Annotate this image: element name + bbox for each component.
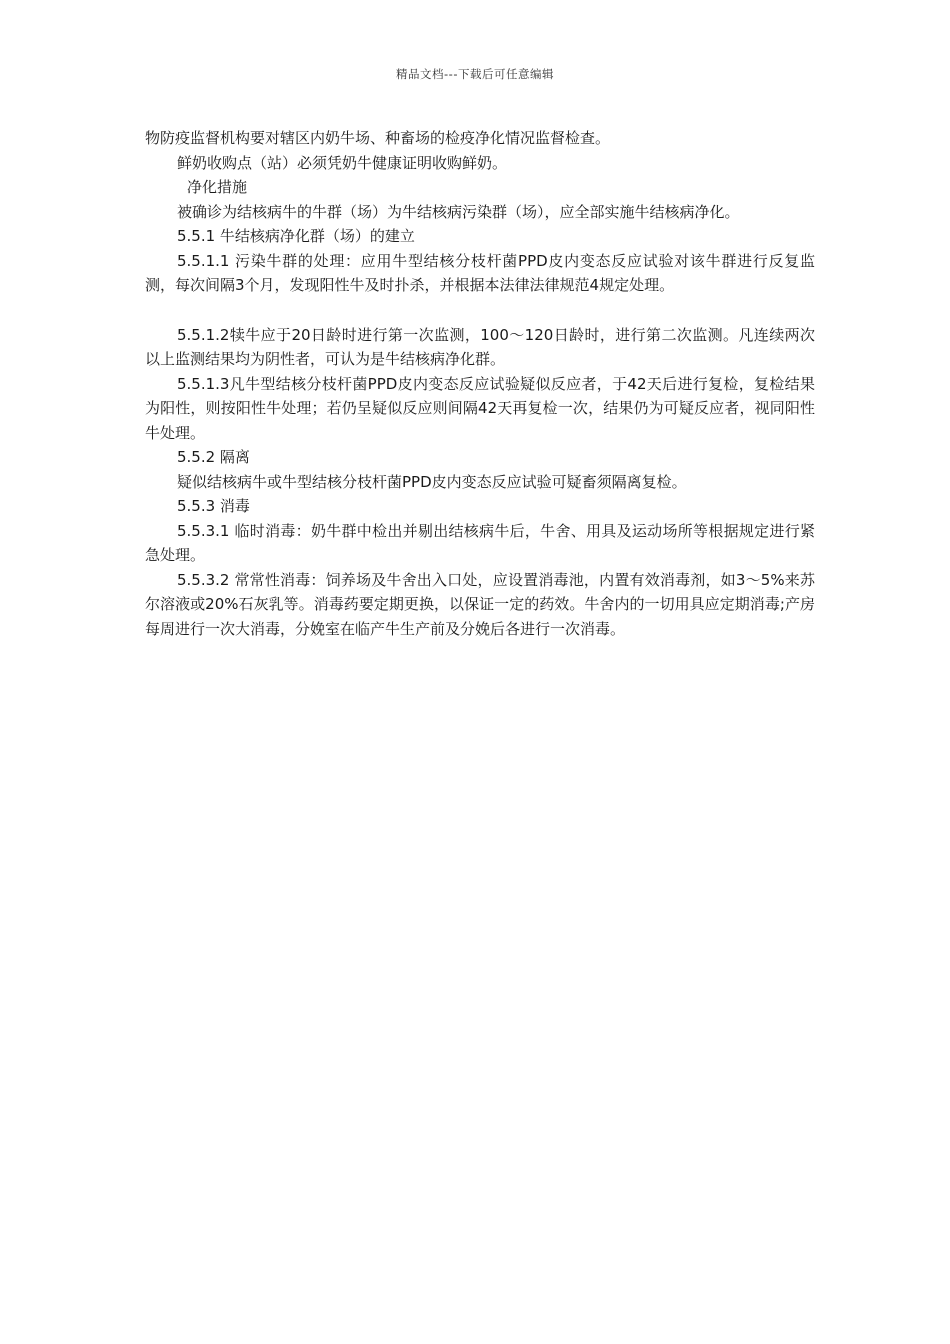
paragraph-5-5-1-1: 5.5.1.1 污染牛群的处理：应用牛型结核分枝杆菌PPD皮内变态反应试验对该牛群进行反复监测，每次间隔3个月，发现阳性牛及时扑杀，并根据本法律法律规范4规定处理。 xyxy=(145,251,815,294)
paragraph-5-5-1-2: 5.5.1.2犊牛应于20日龄时进行第一次监测，100～120日龄时，进行第二次监测。凡连续两次以上监测结果均为阴性者，可认为是牛结核病净化群。 xyxy=(145,325,815,368)
document-body xyxy=(145,126,815,641)
paragraph-isolation: 疑似结核病牛或牛型结核分枝杆菌PPD皮内变态反应试验可疑畜须隔离复检。 xyxy=(177,472,687,491)
paragraph-5-5-3-1: 5.5.3.1 临时消毒：奶牛群中检出并剔出结核病牛后，牛舍、用具及运动场所等根据规定进行紧急处理。 xyxy=(145,521,815,564)
paragraph-5-5-1-3: 5.5.1.3凡牛型结核分枝杆菌PPD皮内变态反应试验疑似反应者，于42天后进行复检，复检结果为阳性，则按阳性牛处理；若仍呈疑似反应则间隔42天再复检一次，结果仍为可疑反应者，视同阳性牛处理。 xyxy=(145,374,815,442)
heading-5-5-1: 5.5.1 牛结核病净化群（场）的建立 xyxy=(177,227,415,245)
paragraph-5-5-3-2: 5.5.3.2 常常性消毒：饲养场及牛舍出入口处，应设置消毒池，内置有效消毒剂，如3～5%来苏尔溶液或20%石灰乳等。消毒药要定期更换，以保证一定的药效。牛舍内的一切用具应定期消毒;产房每周进行一次大消毒，分娩室在临产牛生产前及分娩后各进行一次消毒。 xyxy=(145,570,815,638)
heading-5-5-2: 5.5.2 隔离 xyxy=(177,448,250,466)
paragraph-milk-purchase: 鲜奶收购点（站）必须凭奶牛健康证明收购鲜奶。 xyxy=(177,153,508,172)
blank-line xyxy=(145,298,815,323)
paragraph-continuation: 物防疫监督机构要对辖区内奶牛场、种畜场的检疫净化情况监督检查。 xyxy=(145,129,611,147)
heading-5-5-3: 5.5.3 消毒 xyxy=(177,497,250,515)
paragraph-confirmed-herd: 被确诊为结核病牛的牛群（场）为牛结核病污染群（场），应全部实施牛结核病净化。 xyxy=(177,202,740,221)
page-header: 精品文档---下载后可任意编辑 xyxy=(396,67,554,81)
heading-purification-measures: 净化措施 xyxy=(187,178,248,196)
